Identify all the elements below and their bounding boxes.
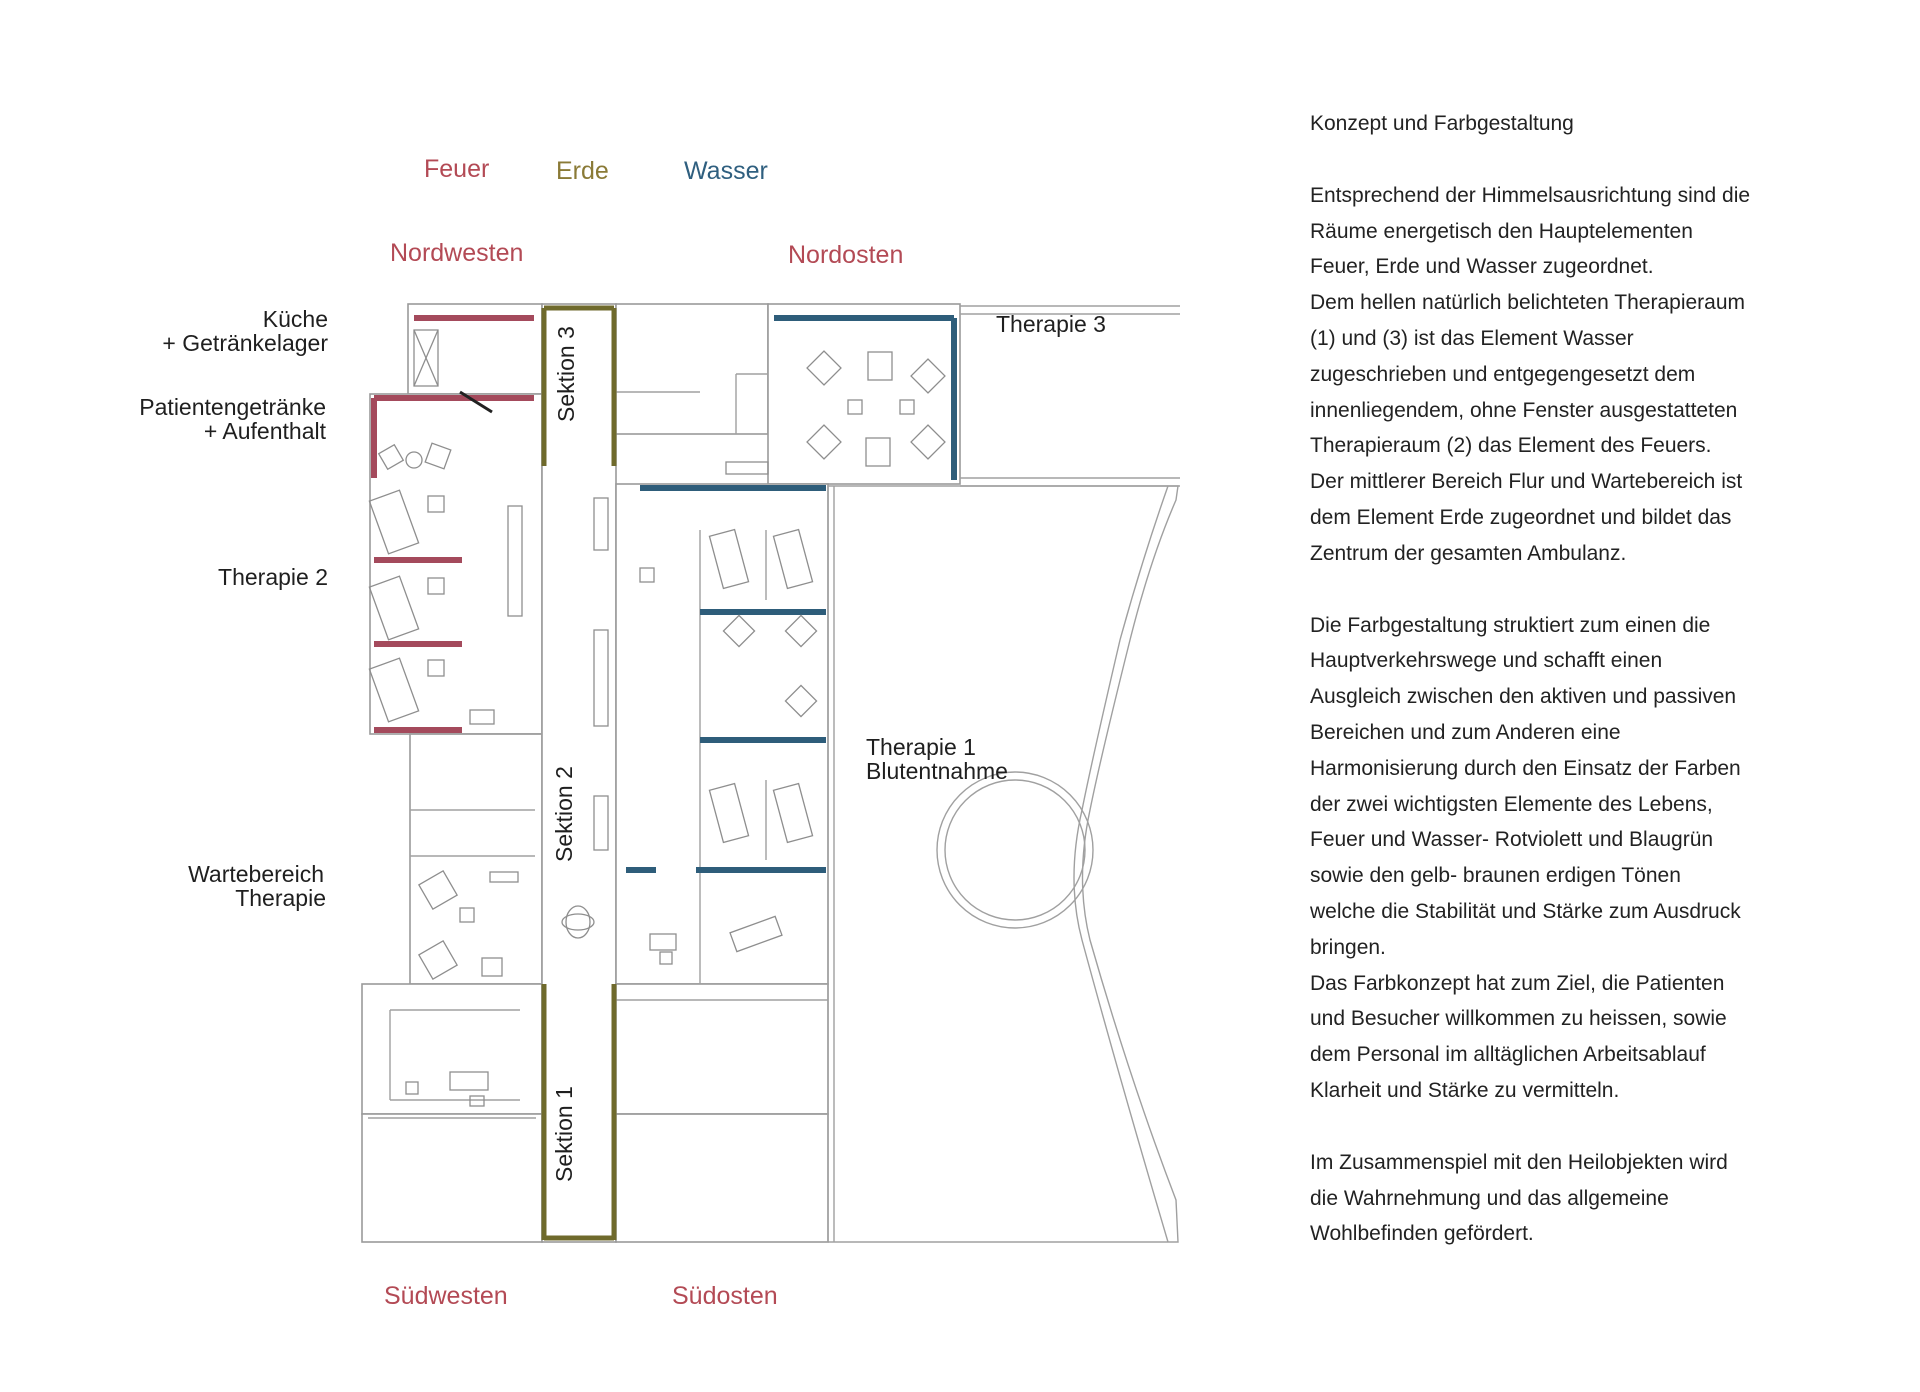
section-3-label: Sektion 3 bbox=[553, 326, 579, 422]
room-waiting-line2: Therapie bbox=[235, 885, 326, 911]
room-therapy3: Therapie 3 bbox=[996, 311, 1106, 337]
text-line: bringen. bbox=[1310, 935, 1386, 959]
text-line: dem Element Erde zugeordnet und bildet das bbox=[1310, 505, 1732, 529]
text-line: und Besucher willkommen zu heissen, sowie bbox=[1310, 1007, 1727, 1031]
text-line: Wohlbefinden gefördert. bbox=[1310, 1222, 1534, 1246]
text-line: welche die Stabilität und Stärke zum Ausdruck bbox=[1310, 899, 1741, 923]
room-therapy1-line1: Therapie 1 bbox=[866, 734, 976, 760]
text-line: Ausgleich zwischen den aktiven und passiven bbox=[1310, 685, 1737, 709]
text-line: Klarheit und Stärke zu vermitteln. bbox=[1310, 1078, 1620, 1102]
room-patients-line1: Patientengetränke bbox=[139, 394, 326, 420]
text-line: die Wahrnehmung und das allgemeine bbox=[1310, 1186, 1669, 1210]
text-line: Der mittlerer Bereich Flur und Wartebereich ist bbox=[1310, 470, 1743, 494]
text-line: zugeschrieben und entgegengesetzt dem bbox=[1310, 362, 1696, 386]
text-line: Zentrum der gesamten Ambulanz. bbox=[1310, 541, 1627, 565]
room-patients-line2: + Aufenthalt bbox=[203, 418, 326, 444]
section-2-label: Sektion 2 bbox=[551, 766, 577, 862]
concept-text bbox=[1310, 106, 1870, 1288]
room-kitchen-line1: Küche bbox=[262, 306, 328, 332]
room-waiting-line1: Wartebereich bbox=[188, 861, 324, 887]
text-line: Im Zusammenspiel mit den Heilobjekten wird bbox=[1310, 1150, 1728, 1174]
text-line: Hauptverkehrswege und schafft einen bbox=[1310, 649, 1663, 673]
text-line: Entsprechend der Himmelsausrichtung sind die bbox=[1310, 183, 1751, 207]
text-line: innenliegendem, ohne Fenster ausgestatteten bbox=[1310, 398, 1738, 422]
room-kitchen-line2: + Getränkelager bbox=[162, 330, 328, 356]
text-line: Das Farbkonzept hat zum Ziel, die Patienten bbox=[1310, 971, 1725, 995]
text-line: Die Farbgestaltung struktiert zum einen die bbox=[1310, 613, 1711, 637]
concept-paragraph-2 bbox=[1310, 608, 1870, 1109]
direction-southwest: Südwesten bbox=[384, 1282, 508, 1310]
text-line: Räume energetisch den Hauptelementen bbox=[1310, 219, 1693, 243]
concept-paragraph-3 bbox=[1310, 1145, 1870, 1252]
text-line: Harmonisierung durch den Einsatz der Farben bbox=[1310, 756, 1741, 780]
text-line: Bereichen und zum Anderen eine bbox=[1310, 720, 1621, 744]
text-line: Feuer und Wasser- Rotviolett und Blaugrün bbox=[1310, 828, 1714, 852]
concept-title: Konzept und Farbgestaltung bbox=[1310, 112, 1574, 135]
legend-fire: Feuer bbox=[424, 155, 490, 183]
concept-paragraph-1 bbox=[1310, 178, 1870, 572]
text-line: Feuer, Erde und Wasser zugeordnet. bbox=[1310, 255, 1654, 279]
building-walls bbox=[362, 304, 1180, 1242]
direction-northwest: Nordwesten bbox=[390, 239, 524, 267]
text-line: sowie den gelb- braunen erdigen Tönen bbox=[1310, 864, 1681, 888]
legend-water: Wasser bbox=[684, 157, 768, 185]
text-line: (1) und (3) ist das Element Wasser bbox=[1310, 326, 1634, 350]
room-therapy2: Therapie 2 bbox=[218, 564, 328, 590]
text-line: der zwei wichtigsten Elemente des Lebens, bbox=[1310, 792, 1713, 816]
text-line: Therapieraum (2) das Element des Feuers. bbox=[1310, 434, 1712, 458]
section-1-label: Sektion 1 bbox=[551, 1086, 577, 1182]
text-line: dem Personal im alltäglichen Arbeitsablauf bbox=[1310, 1043, 1706, 1067]
direction-northeast: Nordosten bbox=[788, 241, 904, 269]
text-line: Dem hellen natürlich belichteten Therapieraum bbox=[1310, 291, 1746, 315]
legend-earth: Erde bbox=[556, 157, 609, 185]
direction-southeast: Südosten bbox=[672, 1282, 778, 1310]
room-therapy1-line2: Blutentnahme bbox=[866, 758, 1008, 784]
